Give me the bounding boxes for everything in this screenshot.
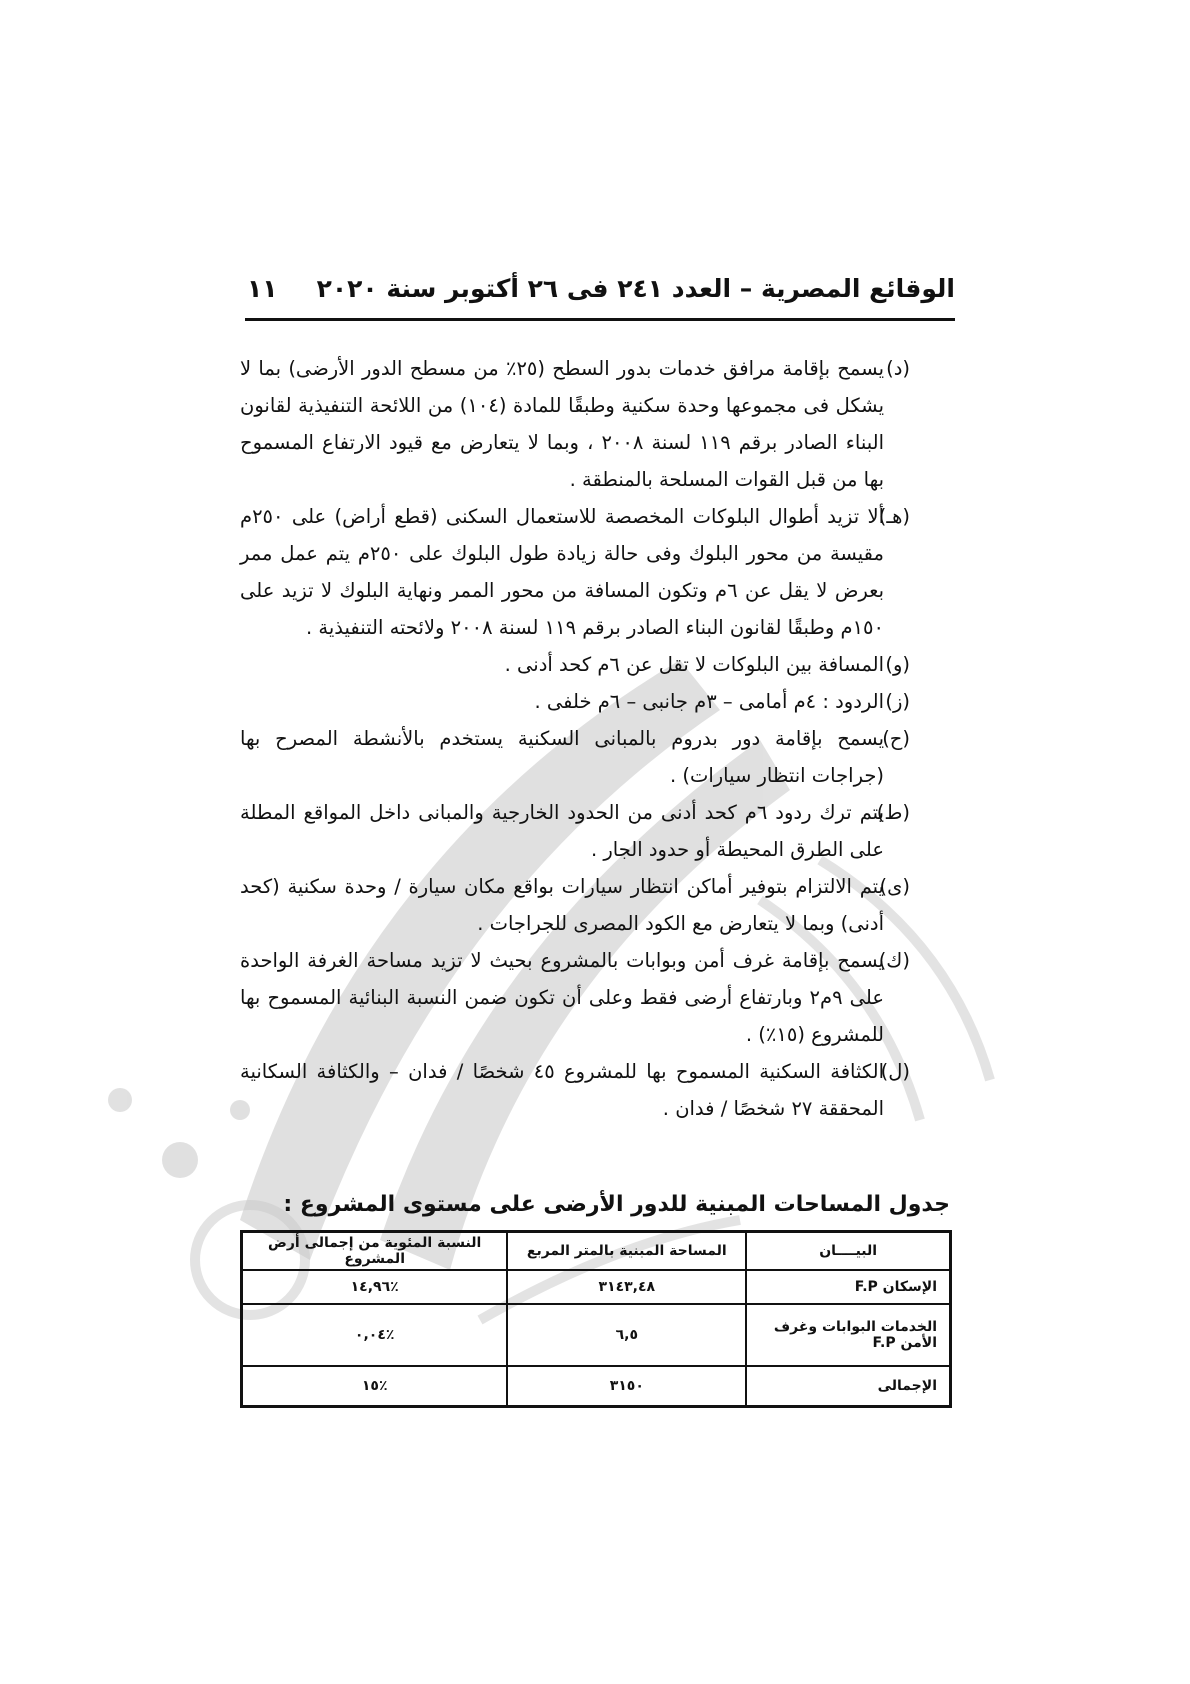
article-item [240, 720, 910, 794]
article-text: ألا تزيد أطوال البلوكات المخصصة للاستعمال السكنى (قطع أراض) على ٢٥٠م مقيسة من محور البلوك وفى حالة زيادة طول البلوك على ٢٥٠م يتم عمل ممر بعرض لا يقل عن ٦م وتكون المسافة من محور الممر ونهاية البلوك لا تزيد على ١٥٠م وطبقًا لقانون البناء الصادر برقم ١١٩ لسنة ٢٠٠٨ ولائحته التنفيذية . [240, 505, 884, 639]
article-item [240, 942, 910, 1053]
articles-list [240, 350, 910, 1127]
article-item [240, 794, 910, 868]
article-text: يتم ترك ردود ٦م كحد أدنى من الحدود الخارجية والمبانى داخل المواقع المطلة على الطرق المحيطة أو حدود الجار . [240, 801, 884, 861]
article-letter: (ح) [882, 727, 910, 750]
article-letter: (ك) [878, 949, 910, 972]
article-item [240, 646, 910, 683]
column-header-statement: البيــــان [746, 1232, 950, 1271]
row-area: ٦,٥ [507, 1304, 746, 1366]
article-letter: (د) [886, 357, 910, 380]
article-item [240, 350, 910, 498]
article-letter: (ى) [879, 875, 910, 898]
row-label: الخدمات البوابات وغرف الأمن F.P [746, 1304, 950, 1366]
row-label: الإسكان F.P [746, 1270, 950, 1304]
row-percent: ٪١٤,٩٦ [242, 1270, 508, 1304]
gazette-header-title: الوقائع المصرية – العدد ٢٤١ فى ٢٦ أكتوبر سنة ٢٠٢٠ [316, 274, 955, 303]
table-row [242, 1366, 951, 1407]
page-header [245, 270, 955, 321]
row-percent: ٪١٥ [242, 1366, 508, 1407]
table-heading: جدول المساحات المبنية للدور الأرضى على مستوى المشروع : [283, 1192, 950, 1217]
article-text: الردود : ٤م أمامى – ٣م جانبى – ٦م خلفى . [534, 690, 884, 713]
row-area: ٣١٥٠ [507, 1366, 746, 1407]
column-header-area: المساحة المبنية بالمتر المربع [507, 1232, 746, 1271]
article-text: يسمح بإقامة مرافق خدمات بدور السطح (٢٥٪ من مسطح الدور الأرضى) بما لا يشكل فى مجموعها وحدة سكنية وطبقًا للمادة (١٠٤) من اللائحة التنفيذية لقانون البناء الصادر برقم ١١٩ لسنة ٢٠٠٨ ، وبما لا يتعارض مع قيود الارتفاع المسموح بها من قبل القوات المسلحة بالمنطقة . [240, 357, 884, 491]
article-letter: (هـ) [878, 505, 910, 528]
article-letter: (ز) [885, 690, 910, 713]
built-areas-table [240, 1230, 952, 1408]
column-header-percent: النسبة المئوية من إجمالى أرض المشروع [242, 1232, 508, 1271]
page-number: ١١ [247, 274, 278, 303]
article-text: المسافة بين البلوكات لا تقل عن ٦م كحد أدنى . [504, 653, 884, 676]
article-text: يسمح بإقامة دور بدروم بالمبانى السكنية يستخدم بالأنشطة المصرح بها (جراجات انتظار سيارات) . [240, 727, 884, 787]
article-text: يسمح بإقامة غرف أمن وبوابات بالمشروع بحيث لا تزيد مساحة الغرفة الواحدة على ٩م٢ وبارتفاع أرضى فقط وعلى أن تكون ضمن النسبة البنائية المسموح بها للمشروع (١٥٪) . [240, 949, 884, 1046]
article-letter: (ل) [880, 1060, 910, 1083]
article-item [240, 498, 910, 646]
table-row [242, 1304, 951, 1366]
article-item [240, 683, 910, 720]
table-header-row [242, 1232, 951, 1271]
table-row [242, 1270, 951, 1304]
article-item [240, 868, 910, 942]
row-area: ٣١٤٣,٤٨ [507, 1270, 746, 1304]
row-label: الإجمالى [746, 1366, 950, 1407]
article-text: يتم الالتزام بتوفير أماكن انتظار سيارات بواقع مكان سيارة / وحدة سكنية (كحد أدنى) وبما لا يتعارض مع الكود المصرى للجراجات . [240, 875, 884, 935]
article-letter: (ط) [876, 801, 910, 824]
row-percent: ٪٠,٠٤ [242, 1304, 508, 1366]
article-text: الكثافة السكنية المسموح بها للمشروع ٤٥ شخصًا / فدان – والكثافة السكانية المحققة ٢٧ شخصًا / فدان . [240, 1060, 884, 1120]
article-item [240, 1053, 910, 1127]
article-letter: (و) [885, 653, 910, 676]
